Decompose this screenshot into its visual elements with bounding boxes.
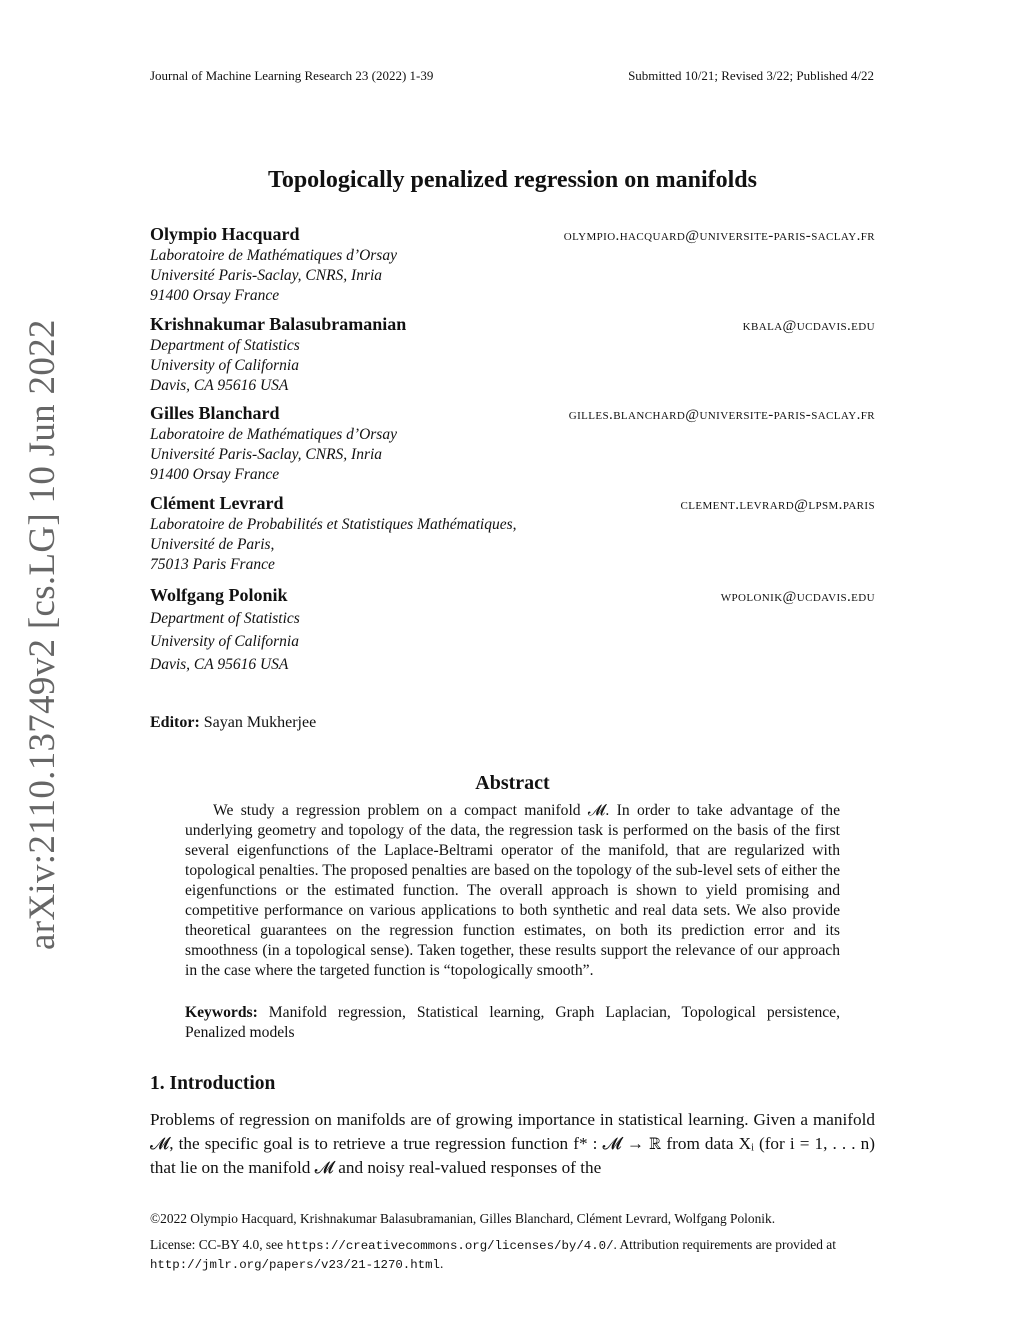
- author-affiliation-line: Department of Statistics: [150, 337, 300, 354]
- submission-dates: Submitted 10/21; Revised 3/22; Published 4/22: [628, 68, 874, 83]
- author-affiliation-line: 75013 Paris France: [150, 556, 275, 573]
- author-affiliation-line: Laboratoire de Mathématiques d’Orsay: [150, 247, 397, 264]
- keywords-label: Keywords:: [185, 1004, 258, 1021]
- author-name: Olympio Hacquard: [150, 224, 300, 244]
- introduction-text: Problems of regression on manifolds are of growing importance in statistical learning. Given a manifold 𝓜, the specific goal is to retrieve a true regression function f* : 𝓜 → ℝ from data Xᵢ (for i = 1, . . . n) that lie on the manifold 𝓜 and noisy real-valued responses of the: [150, 1110, 875, 1177]
- author-email[interactable]: kbala@ucdavis.edu: [742, 318, 875, 334]
- keywords: [185, 1003, 840, 1043]
- author-email[interactable]: wpolonik@ucdavis.edu: [720, 589, 875, 605]
- abstract-text: We study a regression problem on a compact manifold 𝓜. In order to take advantage of the underlying geometry and topology of the data, the regression task is performed on the basis of the first several eigenfunctions of the Laplace-Beltrami operator of the manifold, that are regularized with topological penalties. The proposed penalties are based on the topology of the sub-level sets of either the eigenfunctions or the estimated function. The overall approach is shown to yield promising and competitive performance on various applications to both synthetic and real data sets. We also provide theoretical guarantees on the regression function estimates, on both its prediction error and its smoothness (in a topological sense). Taken together, these results support the relevance of our approach in the case where the targeted function is “topologically smooth”.: [185, 802, 840, 979]
- author-block: [150, 224, 875, 306]
- arxiv-stamp: arXiv:2110.13749v2 [cs.LG] 10 Jun 2022: [22, 319, 63, 950]
- author-name: Clément Levrard: [150, 493, 284, 513]
- author-affiliation-line: 91400 Orsay France: [150, 287, 280, 304]
- license-suffix: . Attribution requirements are provided at: [613, 1237, 836, 1252]
- license-link[interactable]: https://creativecommons.org/licenses/by/4.0/: [286, 1239, 614, 1253]
- author-affiliation-line: 91400 Orsay France: [150, 466, 280, 483]
- author-block: [150, 493, 875, 575]
- author-affiliation-line: Laboratoire de Mathématiques d’Orsay: [150, 426, 397, 443]
- editor-line: [150, 714, 316, 732]
- author-affiliation-line: Université Paris-Saclay, CNRS, Inria: [150, 267, 383, 284]
- paper-title: Topologically penalized regression on manifolds: [268, 167, 757, 193]
- license-notice: [150, 1236, 875, 1274]
- author-block: [150, 403, 875, 485]
- copyright-notice: ©2022 Olympio Hacquard, Krishnakumar Balasubramanian, Gilles Blanchard, Clément Levrard, Wolfgang Polonik.: [150, 1211, 776, 1226]
- author-name: Gilles Blanchard: [150, 403, 280, 423]
- author-email[interactable]: olympio.hacquard@universite-paris-saclay.fr: [563, 228, 875, 244]
- author-affiliation-line: Université de Paris,: [150, 536, 275, 553]
- editor-label: Editor:: [150, 714, 200, 731]
- editor-name: Sayan Mukherjee: [203, 714, 317, 731]
- author-email[interactable]: gilles.blanchard@universite-paris-saclay.fr: [568, 407, 875, 423]
- author-affiliation-line: Laboratoire de Probabilités et Statistiques Mathématiques,: [150, 516, 517, 533]
- author-affiliation-line: University of California: [150, 633, 299, 650]
- author-email[interactable]: clement.levrard@lpsm.paris: [680, 497, 875, 513]
- author-name: Wolfgang Polonik: [150, 585, 288, 605]
- attribution-end: .: [440, 1256, 444, 1271]
- journal-header: Journal of Machine Learning Research 23 (2022) 1-39: [150, 68, 434, 83]
- author-affiliation-line: University of California: [150, 357, 299, 374]
- keywords-list: Manifold regression, Statistical learning, Graph Laplacian, Topological persistence, Penalized models: [185, 1004, 840, 1041]
- abstract-heading: Abstract: [475, 772, 550, 794]
- author-affiliation-line: Department of Statistics: [150, 610, 300, 627]
- license-prefix: License: CC-BY 4.0, see: [150, 1237, 284, 1252]
- author-name: Krishnakumar Balasubramanian: [150, 314, 407, 334]
- author-affiliation-line: Davis, CA 95616 USA: [150, 656, 289, 673]
- author-affiliation-line: Université Paris-Saclay, CNRS, Inria: [150, 446, 383, 463]
- author-block: [150, 585, 875, 676]
- author-block: [150, 314, 875, 396]
- author-affiliation-line: Davis, CA 95616 USA: [150, 377, 289, 394]
- section-heading-introduction: 1. Introduction: [150, 1073, 276, 1094]
- attribution-link[interactable]: http://jmlr.org/papers/v23/21-1270.html: [150, 1258, 440, 1272]
